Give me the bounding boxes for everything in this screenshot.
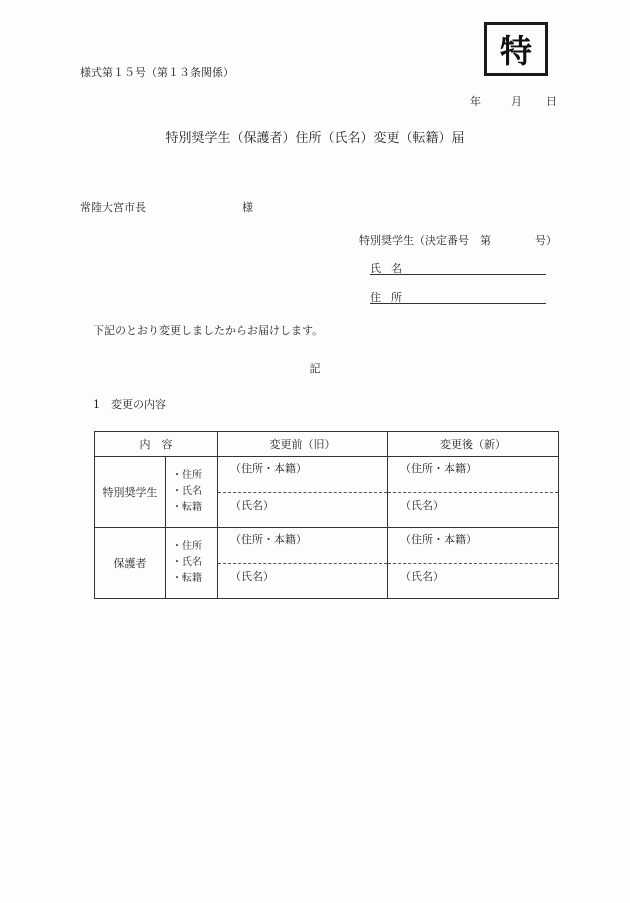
cell-divider xyxy=(388,563,558,564)
header-content: 内 容 xyxy=(95,432,218,457)
body-text: 下記のとおり変更しましたからお届けします。 xyxy=(93,324,324,337)
applicant-line: 特別奨学生（決定番号 第 号） xyxy=(359,234,557,247)
item-address: ・住所 xyxy=(172,470,202,481)
before-address-label: （住所・本籍） xyxy=(230,462,307,475)
form-number: 様式第１５号（第１３条関係） xyxy=(80,66,234,79)
after-name-label: （氏名） xyxy=(400,570,444,583)
header-after: 変更後（新） xyxy=(388,432,559,457)
after-address-label: （住所・本籍） xyxy=(400,462,477,475)
row-category: 保護者 xyxy=(95,528,166,599)
ki-marker: 記 xyxy=(309,362,321,375)
row-items xyxy=(166,457,218,528)
date-month-label: 月 xyxy=(511,95,522,108)
item-name: ・氏名 xyxy=(172,557,202,568)
after-cell[interactable] xyxy=(388,457,559,528)
cell-divider xyxy=(388,492,558,493)
addressee xyxy=(80,199,253,215)
name-field[interactable] xyxy=(370,260,546,275)
item-name: ・氏名 xyxy=(172,486,202,497)
after-address-label: （住所・本籍） xyxy=(400,533,477,546)
table-row xyxy=(95,528,559,599)
item-address: ・住所 xyxy=(172,541,202,552)
header-before: 変更前（旧） xyxy=(218,432,388,457)
before-cell[interactable] xyxy=(218,457,388,528)
special-stamp: 特 xyxy=(484,22,548,76)
table-row xyxy=(95,457,559,528)
item-transfer: ・転籍 xyxy=(172,573,202,584)
addressee-honorific: 様 xyxy=(242,201,253,214)
document-title: 特別奨学生（保護者）住所（氏名）変更（転籍）届 xyxy=(165,131,465,146)
before-name-label: （氏名） xyxy=(230,499,274,512)
row-items xyxy=(166,528,218,599)
date-year-label: 年 xyxy=(470,95,481,108)
change-table xyxy=(94,431,559,599)
before-cell[interactable] xyxy=(218,528,388,599)
row-category: 特別奨学生 xyxy=(95,457,166,528)
address-label-b: 所 xyxy=(391,291,402,304)
section-title: 1 変更の内容 xyxy=(93,398,166,411)
date-day-label: 日 xyxy=(546,95,557,108)
date-line xyxy=(470,93,557,109)
item-transfer: ・転籍 xyxy=(172,502,202,513)
after-name-label: （氏名） xyxy=(400,499,444,512)
table-header-row xyxy=(95,432,559,457)
before-address-label: （住所・本籍） xyxy=(230,533,307,546)
cell-divider xyxy=(218,492,387,493)
before-name-label: （氏名） xyxy=(230,570,274,583)
after-cell[interactable] xyxy=(388,528,559,599)
address-label-a: 住 xyxy=(370,291,381,304)
addressee-name: 常陸大宮市長 xyxy=(80,201,146,214)
cell-divider xyxy=(218,563,387,564)
name-label-b: 名 xyxy=(391,262,402,275)
name-label-a: 氏 xyxy=(370,262,381,275)
address-field[interactable] xyxy=(370,289,546,304)
